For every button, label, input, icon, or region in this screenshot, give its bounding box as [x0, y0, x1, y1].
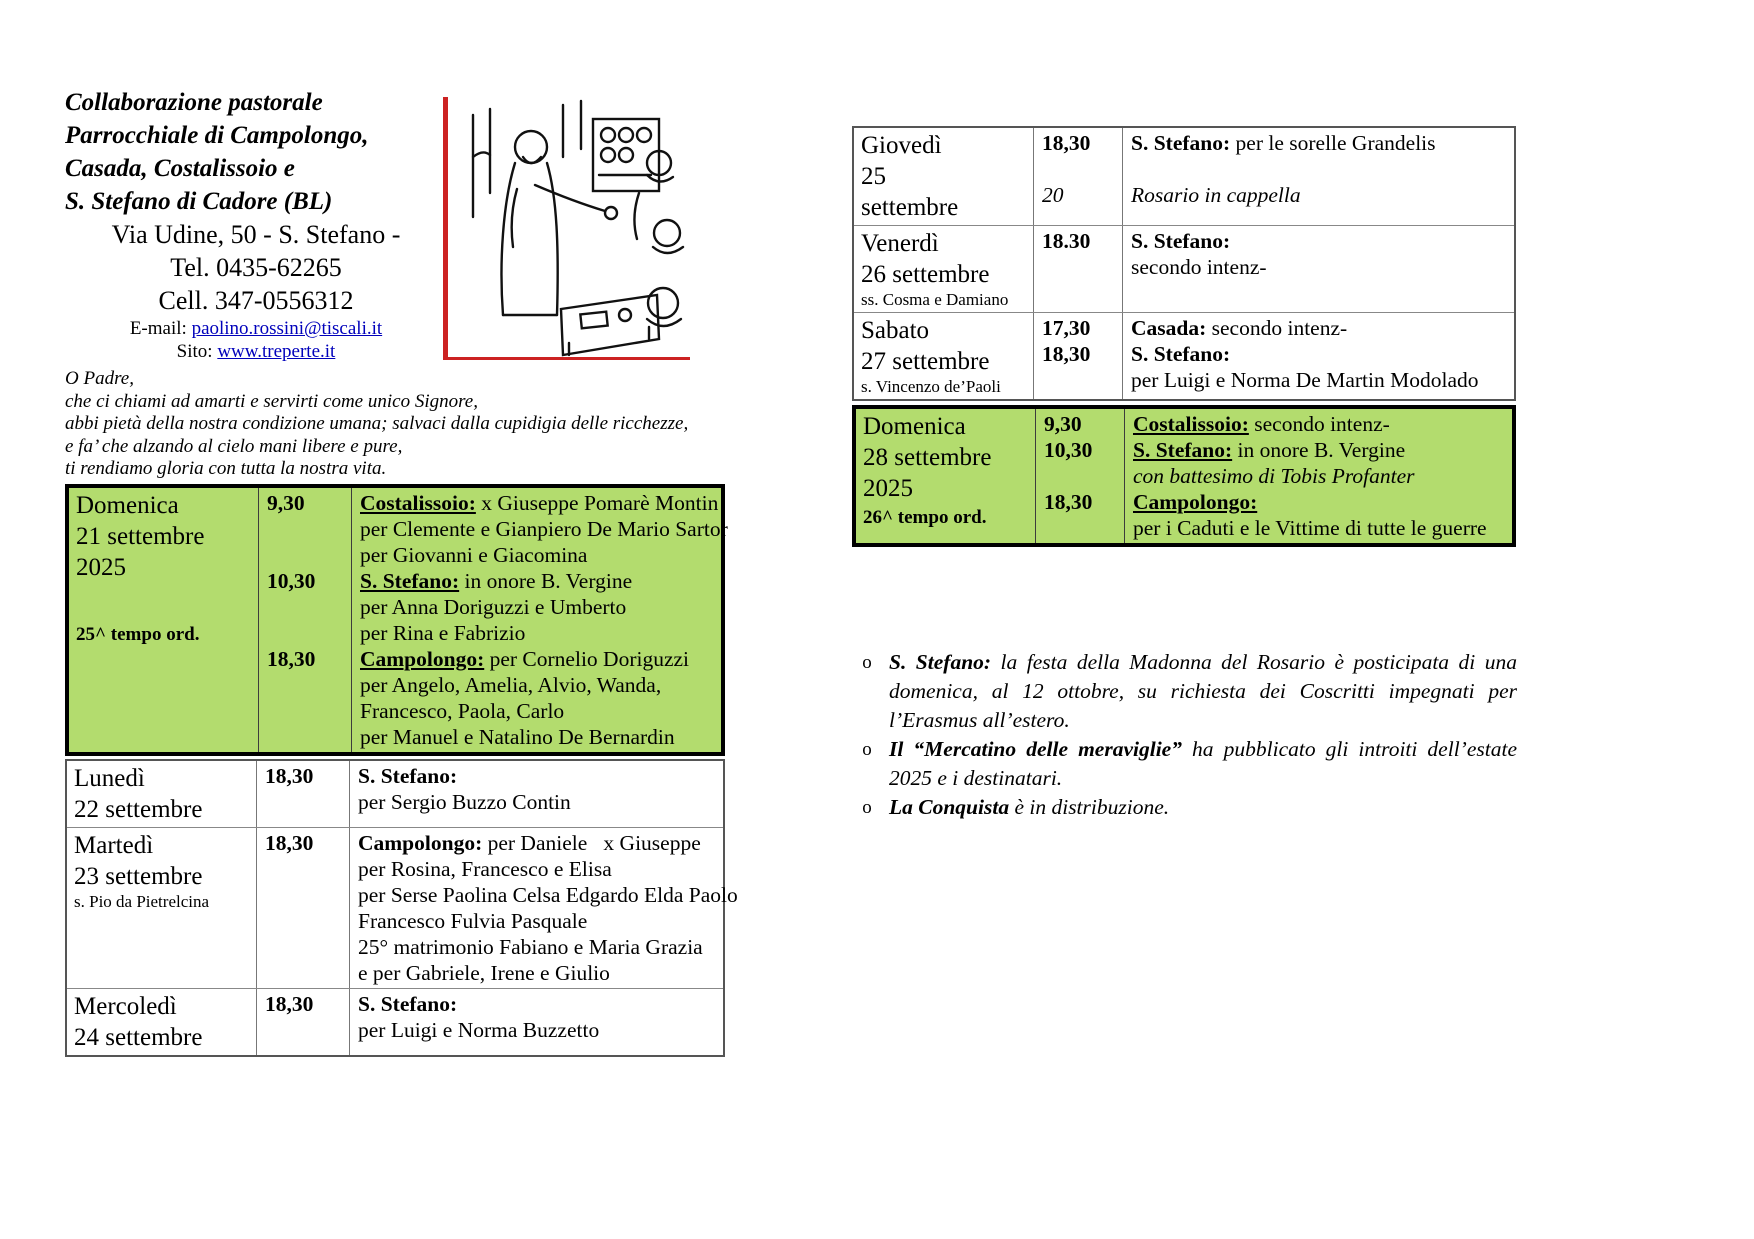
intentions-cell: S. Stefano: per le sorelle Grandelis Rosario in cappella	[1131, 131, 1436, 207]
prayer-line: O Padre,	[65, 368, 134, 389]
bullet-icon: o	[862, 739, 872, 760]
intentions-cell: S. Stefano: per Luigi e Norma Buzzetto	[358, 992, 600, 1042]
schedule-row-domenica-28	[852, 405, 1516, 547]
schedule-row-giovedi-25	[854, 128, 1514, 225]
schedule-row-domenica-21	[65, 484, 728, 756]
mass-schedule-table-week2	[852, 126, 1516, 547]
weekday-rows-block	[65, 759, 738, 1057]
schedule-row-mercoledi-24	[67, 988, 723, 1055]
intentions-cell: Casada: secondo intenz- S. Stefano: per Luigi e Norma De Martin Modolado	[1131, 316, 1479, 392]
intentions-cell: Campolongo: per Daniele x Giuseppe per Rosina, Francesco e Elisa per Serse Paolina Celsa Edgardo Elda Paolo Francesco Fulvia Pasquale 25° matrimonio Fabiano e Maria Grazia e per Gabriele, Irene e Giulio	[358, 831, 738, 985]
saint-of-day: s. Pio da Pietrelcina	[74, 892, 210, 911]
gospel-illustration	[443, 97, 690, 360]
day-cell: Sabato 27 settembre s. Vincenzo de’Paoli	[854, 313, 1034, 399]
bullet-icon: o	[862, 652, 872, 673]
prayer-line: abbi pietà della nostra condizione umana; salvaci dalla cupidigia delle ricchezze,	[65, 413, 689, 434]
announcements-list	[845, 648, 1517, 822]
intentions-cell: Costalissoio: secondo intenz- S. Stefano: in onore B. Vergine con battesimo di Tobis Profanter Campolongo: per i Caduti e le Vittime di tutte le guerre	[1133, 412, 1487, 540]
parish-title-line: Casada, Costalissoio e	[65, 155, 295, 182]
parish-cell: Cell. 347-0556312	[158, 286, 354, 315]
parish-title-line: Collaborazione pastorale	[65, 89, 323, 116]
email-link[interactable]: paolino.rossini@tiscali.it	[191, 318, 383, 339]
prayer-line: che ci chiami ad amarti e servirti come unico Signore,	[65, 390, 478, 412]
parish-site-line	[65, 340, 447, 363]
intentions-cell: S. Stefano: per Sergio Buzzo Contin	[358, 764, 571, 814]
parish-address: Via Udine, 50 - S. Stefano -	[111, 220, 401, 249]
announcement-item: o Il “Mercatino delle meraviglie” ha pubblicato gli introiti dell’estate 2025 e i destinatari.	[845, 735, 1517, 793]
time-cell: 18,30	[257, 761, 350, 827]
parish-header	[65, 86, 447, 363]
parish-email-line	[65, 317, 447, 340]
time-cell: 18,30	[257, 828, 350, 988]
saint-of-day: s. Vincenzo de’Paoli	[861, 377, 1001, 396]
time-cell: 18,30 20	[1034, 128, 1123, 225]
schedule-row-martedi-23	[67, 827, 738, 988]
time-cell: 9,30 10,30 18,30	[1036, 409, 1125, 543]
bullet-icon: o	[862, 797, 872, 818]
parish-title-line: Parrocchiale di Campolongo,	[65, 122, 369, 149]
red-left-bar	[443, 97, 448, 360]
liturgical-season: 26^ tempo ord.	[863, 507, 987, 528]
day-cell: Martedì 23 settembre s. Pio da Pietrelcina	[67, 828, 257, 988]
prayer-line: e fa’ che alzando al cielo mani libere e pure,	[65, 435, 403, 457]
time-cell: 17,30 18,30	[1034, 313, 1123, 399]
parish-title-line: S. Stefano di Cadore (BL)	[65, 188, 333, 215]
liturgical-season: 25^ tempo ord.	[76, 624, 200, 645]
day-cell: Domenica 21 settembre 2025 25^ tempo ord.	[69, 488, 259, 752]
day-cell: Lunedì 22 settembre	[67, 761, 257, 827]
opening-prayer	[65, 368, 745, 481]
site-label: Sito:	[176, 341, 218, 362]
announcement-item: o La Conquista è in distribuzione.	[845, 793, 1517, 822]
red-bottom-line	[443, 357, 690, 360]
schedule-row-venerdi-26	[854, 225, 1514, 312]
time-cell: 9,30 10,30 18,30	[259, 488, 352, 752]
day-cell: Giovedì 25 settembre	[854, 128, 1034, 225]
weekday-rows-block	[852, 126, 1516, 401]
saint-of-day: ss. Cosma e Damiano	[861, 290, 1009, 309]
parish-phone: Tel. 0435-62265	[170, 253, 342, 282]
day-cell: Domenica 28 settembre 2025 26^ tempo ord.	[856, 409, 1036, 543]
prayer-line: ti rendiamo gloria con tutta la nostra vita.	[65, 458, 387, 479]
time-cell: 18.30	[1034, 226, 1123, 312]
email-label: E-mail:	[129, 318, 192, 339]
announcement-item: o S. Stefano: la festa della Madonna del Rosario è posticipata di una domenica, al 12 ottobre, su richiesta dei Coscritti impegnati per l’Erasmus all’estero.	[845, 648, 1517, 735]
day-cell: Mercoledì 24 settembre	[67, 989, 257, 1055]
mass-schedule-table-week1	[65, 484, 738, 1057]
day-cell: Venerdì 26 settembre ss. Cosma e Damiano	[854, 226, 1034, 312]
intentions-cell: S. Stefano: secondo intenz-	[1131, 229, 1267, 279]
intentions-cell: Costalissoio: x Giuseppe Pomarè Montin per Clemente e Gianpiero De Mario Sartor per Giovanni e Giacomina S. Stefano: in onore B. Vergine per Anna Doriguzzi e Umberto per Rina e Fabrizio Campolongo: per Cornelio Doriguzzi per Angelo, Amelia, Alvio, Wanda, Francesco, Paola, Carlo per Manuel e Natalino De Bernardin	[360, 491, 728, 749]
schedule-row-lunedi-22	[67, 761, 723, 827]
schedule-row-sabato-27	[854, 312, 1514, 399]
time-cell: 18,30	[257, 989, 350, 1055]
website-link[interactable]: www.treperte.it	[217, 341, 336, 362]
